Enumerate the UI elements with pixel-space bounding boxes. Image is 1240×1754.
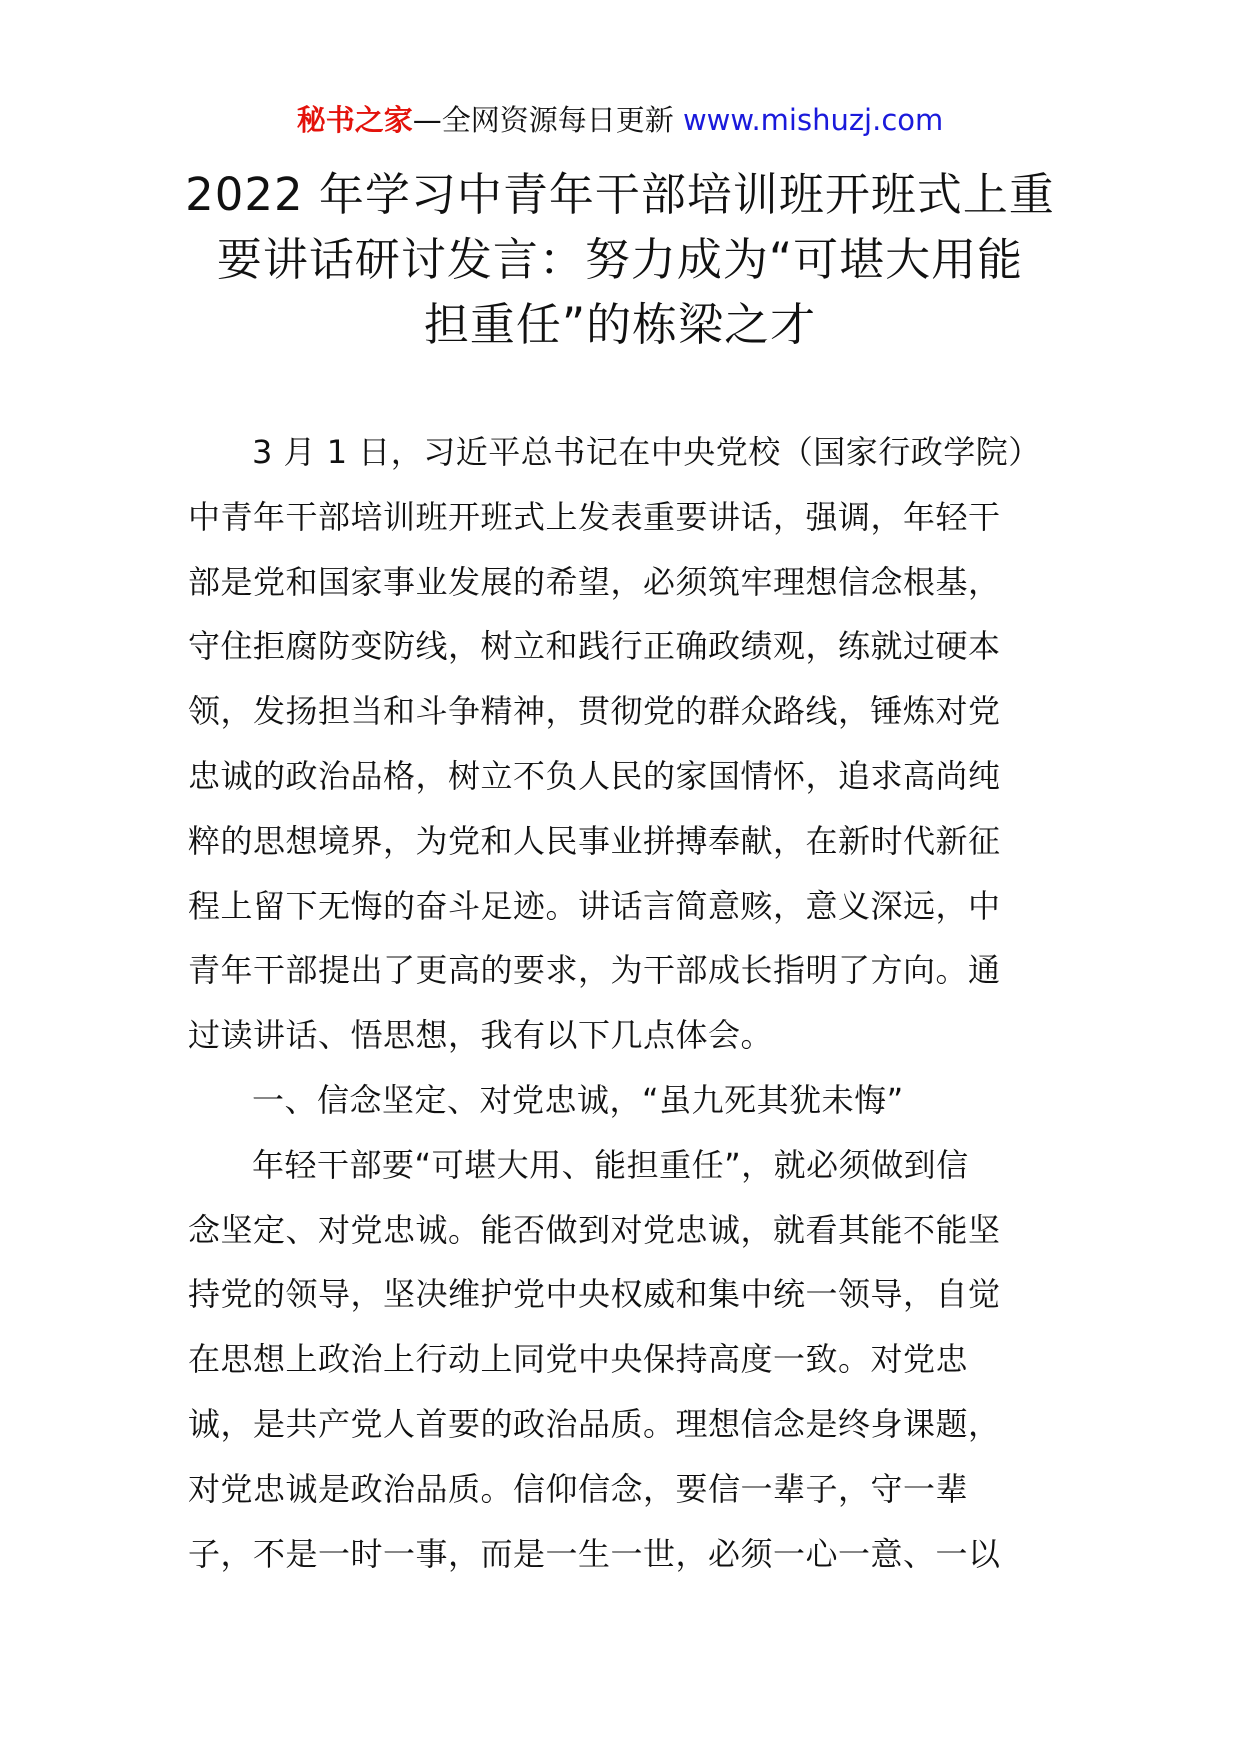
paragraph-line: 持党的领导，坚决维护党中央权威和集中统一领导，自觉 — [188, 1275, 1001, 1314]
paragraph-line: 青年干部提出了更高的要求，为干部成长指明了方向。通 — [188, 951, 1001, 990]
document-body — [188, 420, 1054, 1586]
paragraph-line: 中青年干部培训班开班式上发表重要讲话，强调，年轻干 — [188, 497, 1001, 536]
paragraph-line: 对党忠诚是政治品质。信仰信念，要信一辈子，守一辈 — [188, 1469, 969, 1508]
title-line: 要讲话研讨发言：努力成为“可堪大用能 — [216, 233, 1024, 286]
paragraph-line: 领，发扬担当和斗争精神，贯彻党的群众路线，锤炼对党 — [188, 692, 1001, 731]
paragraph-line: 守住拒腐防变防线，树立和践行正确政绩观，练就过硬本 — [188, 627, 1001, 666]
paragraph-line: 子，不是一时一事，而是一生一世，必须一心一意、一以 — [188, 1534, 1001, 1573]
paragraph-line: 在思想上政治上行动上同党中央保持高度一致。对党忠 — [188, 1340, 969, 1379]
paragraph-line: 3 月 1 日，习近平总书记在中央党校（国家行政学院） — [252, 433, 1041, 471]
site-url-link[interactable]: www.mishuzj.com — [682, 103, 944, 137]
paragraph-line: 年轻干部要“可堪大用、能担重任”，就必须做到信 — [252, 1145, 969, 1184]
paragraph-line: 程上留下无悔的奋斗足迹。讲话言简意赅，意义深远，中 — [188, 886, 1001, 925]
paragraph-line: 诚，是共产党人首要的政治品质。理想信念是终身课题， — [188, 1404, 1001, 1443]
paragraph-line: 过读讲话、悟思想，我有以下几点体会。 — [188, 1016, 774, 1055]
document-title — [180, 162, 1060, 357]
paragraph-line: 念坚定、对党忠诚。能否做到对党忠诚，就看其能不能坚 — [188, 1210, 1001, 1249]
paragraph-line: 粹的思想境界，为党和人民事业拼搏奉献，在新时代新征 — [188, 821, 1001, 860]
title-line: 2022 年学习中青年干部培训班开班式上重 — [185, 168, 1055, 221]
site-slogan: —全网资源每日更新 — [412, 103, 674, 137]
paragraph-line: 部是党和国家事业发展的希望，必须筑牢理想信念根基， — [188, 562, 1001, 601]
site-header — [0, 100, 1240, 140]
title-line: 担重任”的栋梁之才 — [423, 298, 817, 351]
brand-name: 秘书之家 — [296, 103, 413, 137]
paragraph-line: 忠诚的政治品格，树立不负人民的家国情怀，追求高尚纯 — [188, 756, 1001, 795]
section-heading: 一、信念坚定、对党忠诚，“虽九死其犹未悔” — [252, 1080, 904, 1119]
